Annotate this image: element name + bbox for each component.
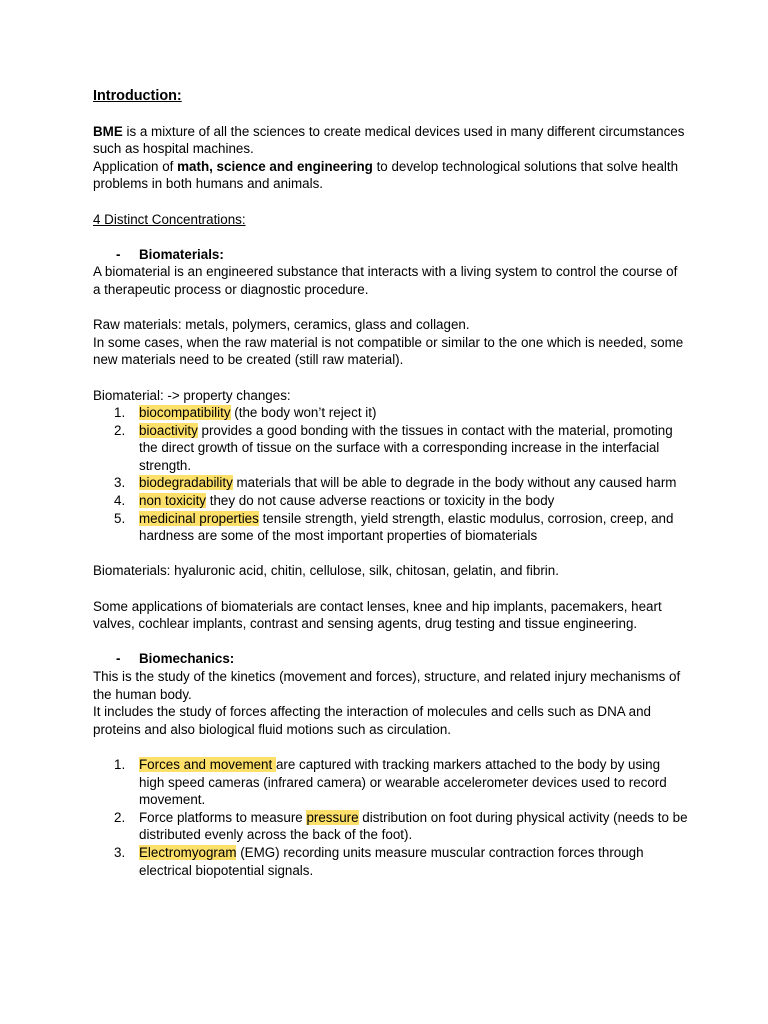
- biomechanics-includes: It includes the study of forces affecting the interaction of molecules and cells such as DNA and proteins and also biological fluid motions such as circulation.: [93, 704, 652, 737]
- bme-description: is a mixture of all the sciences to create medical devices used in many different circumstances such as hospital machines.: [93, 123, 685, 157]
- application-bold: math, science and engineering: [177, 158, 373, 174]
- biomaterial-examples: Biomaterials: hyaluronic acid, chitin, cellulose, silk, chitosan, gelatin, and fibrin.: [93, 563, 559, 579]
- bullet-dash: -: [116, 246, 121, 262]
- highlighted-term: pressure: [306, 809, 359, 825]
- highlighted-term: bioactivity: [139, 422, 198, 438]
- property-changes-intro: Biomaterial: -> property changes:: [93, 387, 291, 403]
- list-item-text: provides a good bonding with the tissues in contact with the material, promoting the direct growth of tissue on the surface with a corresponding increase in the interfacial strength.: [139, 422, 673, 473]
- introduction-heading: Introduction:: [93, 88, 182, 104]
- list-item-text: tensile strength, yield strength, elastic modulus, corrosion, creep, and hardness are some of the most important properties of biomaterials: [139, 510, 674, 544]
- list-item: [93, 404, 688, 422]
- biomechanics-list: [93, 756, 688, 879]
- list-number: 3.: [114, 844, 126, 860]
- list-number: 2.: [114, 422, 126, 438]
- list-item: [93, 422, 688, 475]
- list-item: [93, 492, 688, 510]
- list-item-text: (EMG) recording units measure muscular contraction forces through electrical biopotential signals.: [139, 844, 644, 878]
- list-item: [93, 809, 688, 844]
- list-item-prefix: Force platforms to measure: [139, 809, 307, 825]
- biomaterial-definition: A biomaterial is an engineered substance that interacts with a living system to control the course of a therapeutic process or diagnostic procedure.: [93, 264, 678, 297]
- list-number: 5.: [114, 510, 126, 526]
- list-item: [93, 756, 688, 809]
- list-item-text: are captured with tracking markers attached to the body by using high speed cameras (infrared camera) or wearable accelerometer devices used to record movement.: [139, 756, 667, 808]
- bme-term: BME: [93, 123, 123, 139]
- highlighted-term: biodegradability: [139, 475, 233, 491]
- biomaterials-heading-label: Biomaterials:: [139, 246, 224, 262]
- raw-materials-line: Raw materials: metals, polymers, ceramics, glass and collagen.: [93, 317, 470, 333]
- list-number: 4.: [114, 493, 126, 509]
- highlighted-term: biocompatibility: [139, 405, 231, 421]
- biomechanics-definition: This is the study of the kinetics (movement and forces), structure, and related injury mechanisms of the human body.: [93, 669, 681, 702]
- application-prefix: Application of: [93, 158, 178, 174]
- list-item-text: they do not cause adverse reactions or toxicity in the body: [206, 493, 555, 509]
- application-rest: to develop technological solutions that solve health problems in both humans and animals.: [93, 158, 679, 192]
- list-item: [93, 844, 688, 879]
- bullet-dash: -: [116, 651, 121, 667]
- highlighted-term: medicinal properties: [139, 510, 259, 526]
- list-number: 3.: [114, 475, 126, 491]
- list-item-text: distribution on foot during physical activity (needs to be distributed evenly across the back of the foot).: [139, 809, 688, 843]
- biomechanics-heading: [93, 650, 688, 668]
- raw-materials-cases: In some cases, when the raw material is not compatible or similar to the one which is needed, some new materials need to be created (still raw material).: [93, 334, 684, 368]
- biomechanics-heading-label: Biomechanics:: [139, 651, 235, 667]
- highlighted-term: Electromyogram: [139, 844, 237, 860]
- list-number: 2.: [114, 809, 126, 825]
- highlighted-term: non toxicity: [139, 493, 206, 509]
- property-list: [93, 404, 688, 545]
- biomaterials-heading: [93, 246, 688, 264]
- application-paragraph: [93, 158, 688, 193]
- list-item: [93, 510, 688, 545]
- list-number: 1.: [114, 405, 126, 421]
- list-number: 1.: [114, 756, 126, 772]
- highlighted-term: Forces and movement: [139, 756, 276, 772]
- list-item: [93, 474, 688, 492]
- biomaterial-applications: Some applications of biomaterials are contact lenses, knee and hip implants, pacemakers, heart valves, cochlear implants, contrast and sensing agents, drug testing and tissue engineering.: [93, 598, 662, 632]
- bme-paragraph: [93, 123, 688, 158]
- list-item-text: materials that will be able to degrade in the body without any caused harm: [232, 475, 677, 491]
- document-body: [93, 87, 688, 879]
- list-item-text: (the body won’t reject it): [230, 405, 377, 421]
- concentrations-heading: 4 Distinct Concentrations:: [93, 211, 246, 227]
